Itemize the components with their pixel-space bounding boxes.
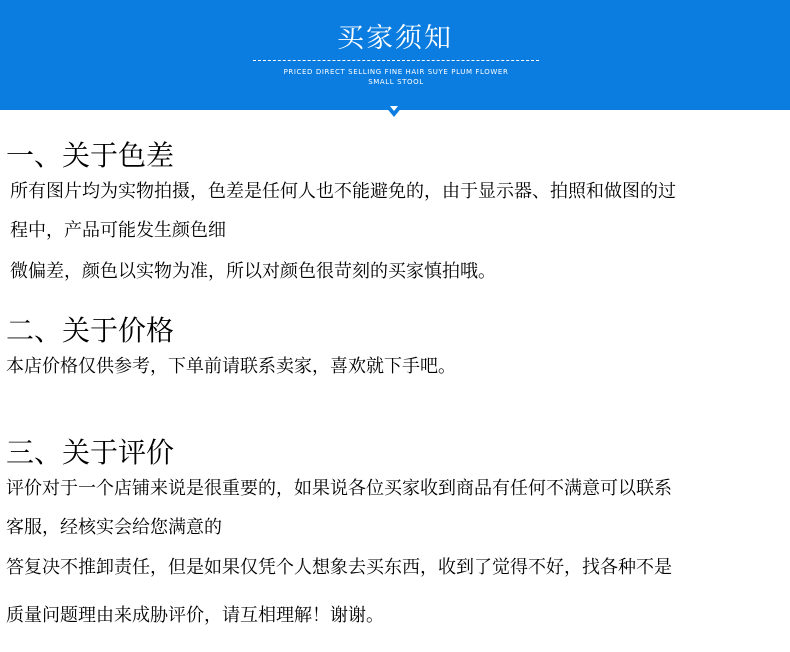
section-color-line-1: 所有图片均为实物拍摄，色差是任何人也不能避免的，由于显示器、拍照和做图的过 [10,181,676,202]
banner-title: 买家须知 [337,23,453,54]
banner-subtitle-line2: SMALL STOOL [368,78,424,86]
section-heading-color: 一、关于色差 [6,139,175,172]
banner-subtitle [250,67,542,87]
section-review-line-4: 质量问题理由来成胁评价，请互相理解！谢谢。 [6,605,384,626]
banner-subtitle-line1: PRICED DIRECT SELLING FINE HAIR SUYE PLUM FLOWER [283,68,509,76]
section-heading-review: 三、关于评价 [6,436,175,469]
banner-pointer-inner [390,106,398,111]
section-heading-price: 二、关于价格 [6,314,175,347]
section-price-line-1: 本店价格仅供参考，下单前请联系卖家，喜欢就下手吧。 [6,356,456,377]
section-color-line-3: 微偏差，颜色以实物为准，所以对颜色很苛刻的买家慎拍哦。 [10,261,496,282]
banner-divider [253,60,539,61]
section-color-line-2: 程中，产品可能发生颜色细 [10,220,226,241]
section-review-line-3: 答复决不推卸责任，但是如果仅凭个人想象去买东西，收到了觉得不好，找各种不是 [6,557,672,578]
section-review-line-1: 评价对于一个店铺来说是很重要的，如果说各位买家收到商品有任何不满意可以联系 [6,478,672,499]
section-review-line-2: 客服，经核实会给您满意的 [6,517,222,538]
